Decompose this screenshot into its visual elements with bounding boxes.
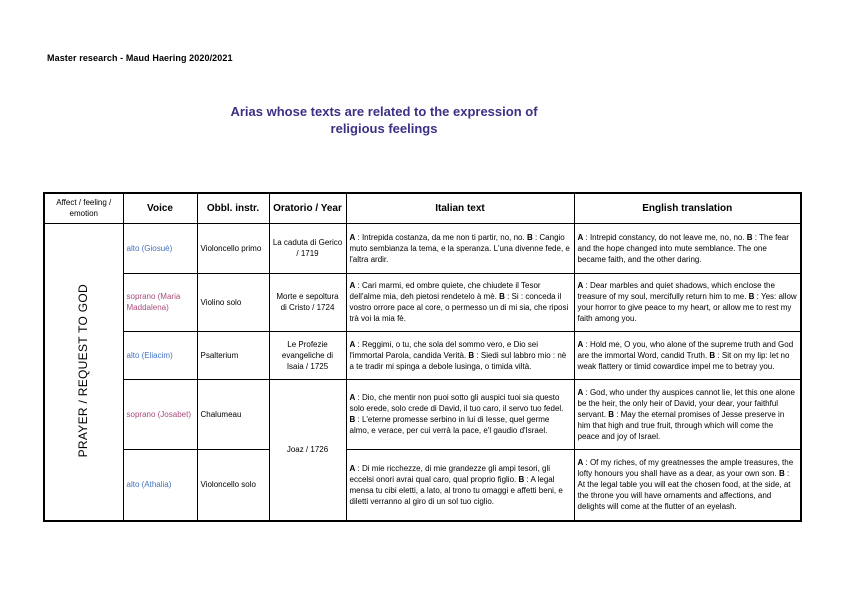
oratorio-cell: Le Profezie evangeliche di Isaia / 1725 [269, 331, 346, 379]
oratorio-cell: Morte e sepoltura di Cristo / 1724 [269, 273, 346, 331]
instrument-cell: Chalumeau [197, 379, 269, 449]
col-header-voice: Voice [123, 193, 197, 223]
instrument-cell: Violoncello primo [197, 223, 269, 273]
table-header-row [44, 193, 801, 223]
col-header-oratorio-year: Oratorio / Year [269, 193, 346, 223]
italian-text-cell: A : Dio, che mentir non puoi sotto gli auspici tuoi sia questo solo erede, solo crede di David, il tuo caro, il servo tuo fedel. B : L'eterne promesse serbino in lui di Iesse, quel germe almo, e verace, per cui verrà la pace, e'l gaudio d'Israel. [346, 379, 574, 449]
voice-cell: alto (Giosuè) [123, 223, 197, 273]
english-text-cell: A : Intrepid constancy, do not leave me, no, no. B : The fear and the hope changed into mute semblance. The one became faith, and the other daring. [574, 223, 801, 273]
table-row [44, 331, 801, 379]
italian-text-cell: A : Reggimi, o tu, che sola del sommo vero, e Dio sei l'immortal Parola, candida Verità. B : Siedi sul labbro mio : nè a te tradir mi spinga a debole lusinga, o timida viltà. [346, 331, 574, 379]
col-header-english-translation: English translation [574, 193, 801, 223]
col-header-affect: Affect / feeling / emotion [44, 193, 123, 223]
arias-table [43, 192, 802, 522]
voice-cell: soprano (Maria Maddalena) [123, 273, 197, 331]
affect-group-label: PRAYER / REQUEST TO GOD [76, 283, 91, 457]
instrument-cell: Psalterium [197, 331, 269, 379]
oratorio-cell: La caduta di Gerico / 1719 [269, 223, 346, 273]
page-title: Arias whose texts are related to the expression of religious feelings [230, 104, 538, 136]
italian-text-cell: A : Intrepida costanza, da me non ti partir, no, no. B : Cangio muto sembianza la tema, e la speranza. L'una divenne fede, e l'altra ardir. [346, 223, 574, 273]
table-row [44, 223, 801, 273]
affect-group-cell [44, 223, 123, 521]
table-row [44, 449, 801, 521]
english-text-cell: A : God, who under thy auspices cannot lie, let this one alone be the heir, the only heir of David, your dear, your faithful servant. B : May the eternal promises of Jesse preserve in him that high and true fruit, through which will come the peace and joy of Israel. [574, 379, 801, 449]
italian-text-cell: A : Cari marmi, ed ombre quiete, che chiudete il Tesor dell'alme mia, deh pietosi rendetelo à mè. B : Si : conceda il vostro orrore pace al core, o permesso un di mi sia, che riposi trà voi la mia fè. [346, 273, 574, 331]
table-row [44, 379, 801, 449]
instrument-cell: Violino solo [197, 273, 269, 331]
col-header-italian-text: Italian text [346, 193, 574, 223]
col-header-obbl-instr: Obbl. instr. [197, 193, 269, 223]
voice-cell: soprano (Josabet) [123, 379, 197, 449]
oratorio-cell-merged: Joaz / 1726 [269, 379, 346, 521]
voice-cell: alto (Eliacim) [123, 331, 197, 379]
table-row [44, 273, 801, 331]
document-header: Master research - Maud Haering 2020/2021 [47, 53, 233, 63]
english-text-cell: A : Hold me, O you, who alone of the supreme truth and God are the immortal Word, candid Truth. B : Sit on my lip: let no weak flattery or timid cowardice impel me to betray you. [574, 331, 801, 379]
instrument-cell: Violoncello solo [197, 449, 269, 521]
english-text-cell: A : Of my riches, of my greatnesses the ample treasures, the lofty honours you shall have as a dear, as your own son. B : At the legal table you will eat the chosen food, at the side, at the throne you will have ornaments and affections, and delights will come at the flutter of an eyelash. [574, 449, 801, 521]
voice-cell: alto (Athalia) [123, 449, 197, 521]
italian-text-cell: A : Di mie ricchezze, di mie grandezze gli ampi tesori, gli eccelsi onori avrai qual caro, qual proprio figlio. B : A legal mensa tu cibi eletti, a lato, al trono tu omaggi e affetti beni, e diletti verranno al giro di un sol tuo ciglio. [346, 449, 574, 521]
english-text-cell: A : Dear marbles and quiet shadows, which enclose the treasure of my soul, mercifully return him to me. B : Yes: allow your horror to give peace to my heart, or allow me to rest my faith among you. [574, 273, 801, 331]
